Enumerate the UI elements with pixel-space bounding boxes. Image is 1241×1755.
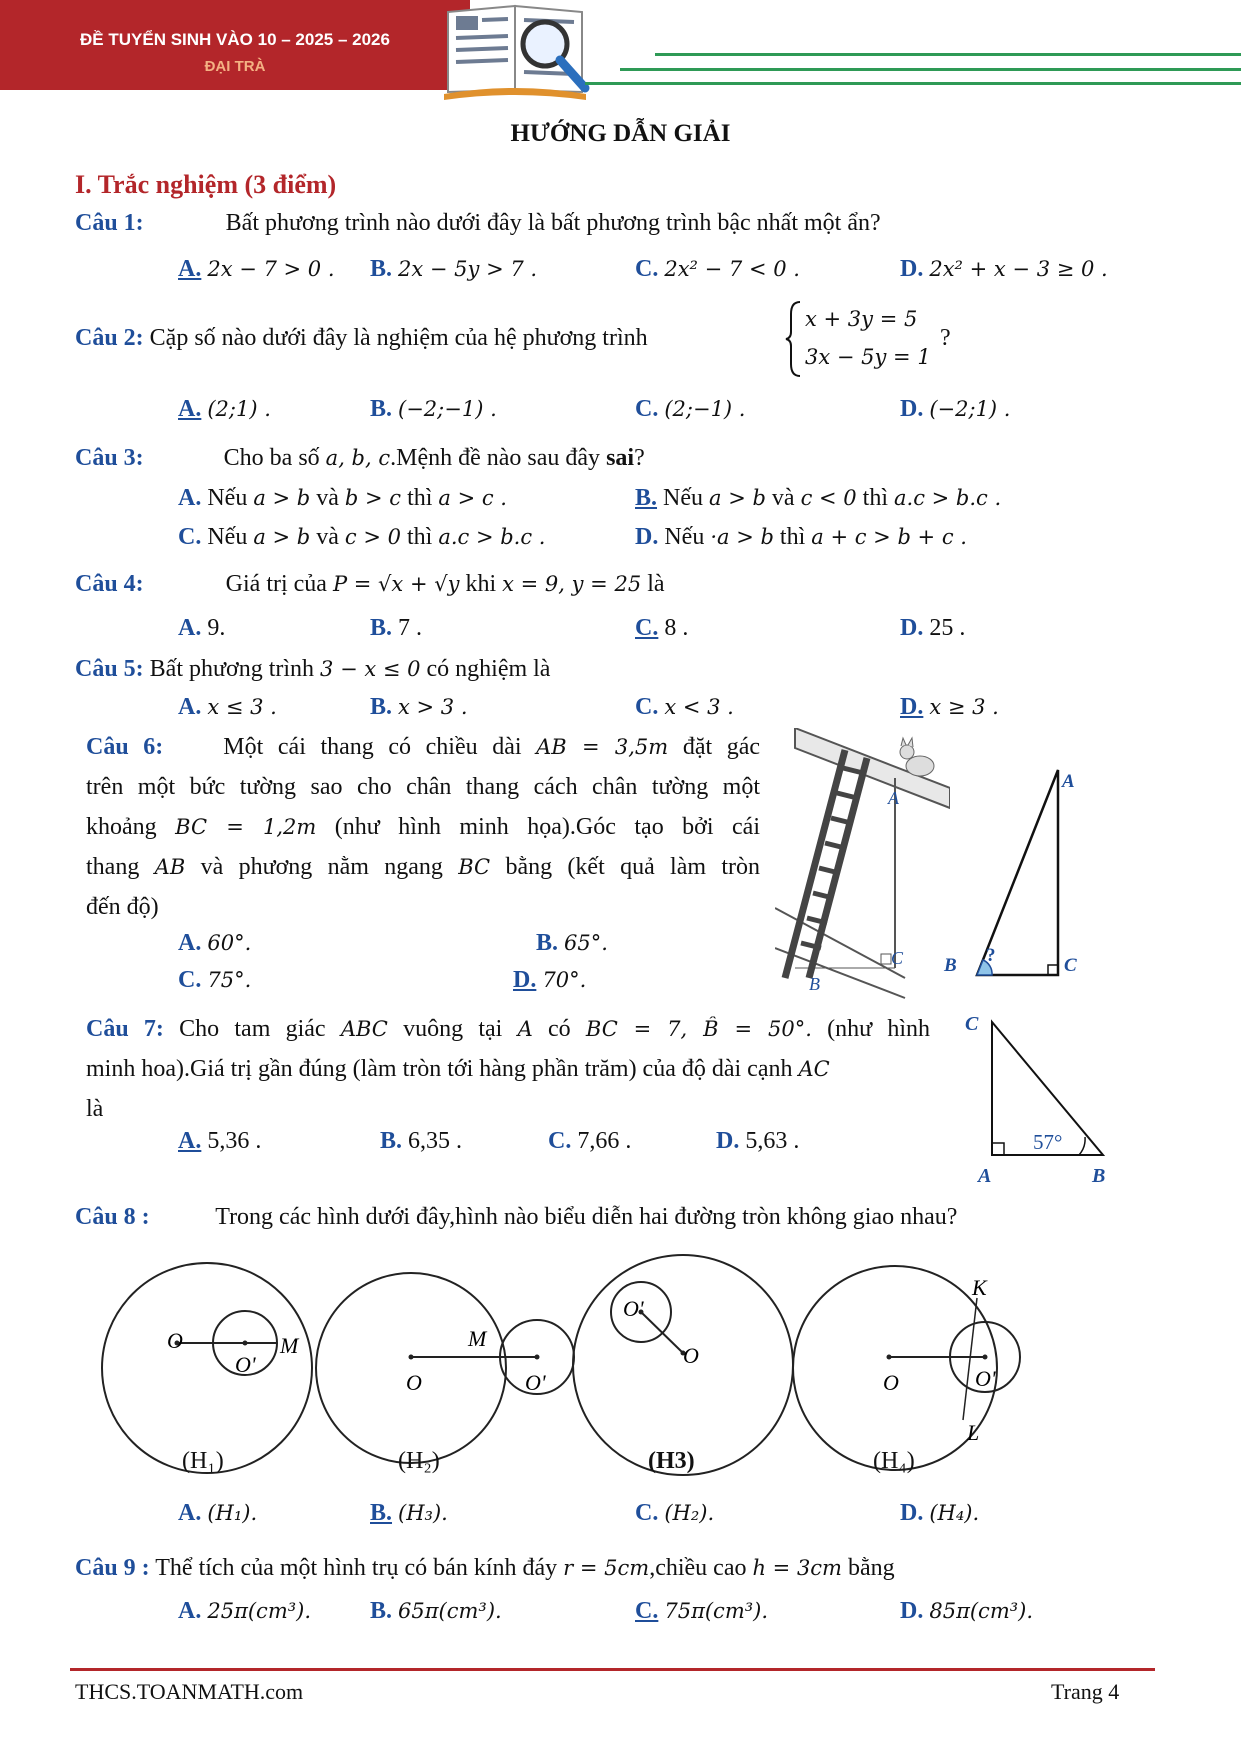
h1-label-o: O — [167, 1328, 183, 1353]
q8-option-b: B. (H₃). — [370, 1500, 448, 1526]
header-exam-type: ĐẠI TRÀ — [204, 58, 266, 75]
q8-option-c: C. (H₂). — [635, 1500, 715, 1526]
q7-option-c: C. 7,66 . — [548, 1128, 632, 1154]
q2-option-c: C. (2;−1) . — [635, 396, 746, 422]
figure-h4 — [793, 1266, 1020, 1470]
q8-option-a: A. (H₁). — [178, 1500, 258, 1526]
angle-b-arc — [1079, 1137, 1085, 1155]
q6-option-a: A. 60°. — [178, 930, 252, 956]
h2-label-m: M — [468, 1326, 487, 1351]
q7-stem: Câu 7: Cho tam giác ABC vuông tại A có BC = 7, B̂ = 50°. (như hình minh hoa).Giá trị gần đúng (làm tròn tới hàng phần trăm) của độ dài cạnh AC là — [86, 1016, 931, 1122]
h3-label-o: O — [683, 1343, 699, 1368]
q7-option-b: B. 6,35 . — [380, 1128, 463, 1154]
footer-rule — [70, 1668, 1155, 1671]
h4-label-op: O' — [975, 1366, 996, 1391]
figure-h2 — [316, 1273, 574, 1463]
q4-option-d: D. 25 . — [900, 615, 966, 641]
h4-label-l: L — [967, 1420, 980, 1445]
q1-option-b: B. 2x − 5y > 7 . — [370, 256, 538, 282]
header-exam-title: ĐỀ TUYỂN SINH VÀO 10 – 2025 – 2026 — [80, 30, 390, 49]
ladder-illustration — [775, 728, 950, 1000]
tri6-label-c: C — [1064, 955, 1077, 976]
q9-option-b: B. 65π(cm³). — [370, 1598, 502, 1624]
q9-option-d: D. 85π(cm³). — [900, 1598, 1034, 1624]
h1-label-op: O' — [235, 1352, 256, 1377]
q8-caption-h4: (H₄) — [873, 1448, 915, 1474]
q4-stem: Câu 4: Giá trị của P = √x + √y khi x = 9, y = 25 là — [75, 571, 665, 597]
q1-stem — [75, 208, 881, 238]
q2-stem: Câu 2: Cặp số nào dưới đây là nghiệm của hệ phương trình — [75, 325, 648, 351]
ladder-label-a: A — [888, 788, 899, 808]
figure-h1 — [102, 1263, 312, 1473]
h4-label-o: O — [883, 1370, 899, 1395]
q6-stem: Câu 6: Một cái thang có chiều dài AB = 3,5m đặt gác trên một bức tường sao cho chân thang cách chân tường một khoảng BC = 1,2m (như hình minh họa).Góc tạo bởi cái thang AB và phương nằm ngang BC bằng (kết quả làm tròn đến độ) — [86, 734, 761, 920]
q1-option-d: D. 2x² + x − 3 ≥ 0 . — [900, 256, 1108, 282]
h4-label-k: K — [972, 1275, 987, 1300]
footer-page-number: Trang 4 — [1051, 1679, 1120, 1704]
q1-option-c: C. 2x² − 7 < 0 . — [635, 256, 800, 282]
q1-option-a: A. 2x − 7 > 0 . — [178, 256, 335, 282]
q2-qmark: ? — [940, 325, 951, 351]
header-rule-top — [655, 53, 1241, 56]
q5-option-b: B. x > 3 . — [370, 694, 468, 720]
footer-site[interactable]: THCS.TOANMATH.com — [75, 1679, 304, 1704]
q7-option-d: D. 5,63 . — [716, 1128, 800, 1154]
q5-stem: Câu 5: Bất phương trình 3 − x ≤ 0 có nghiệm là — [75, 656, 551, 682]
q2-eq1: x + 3y = 5 — [805, 307, 918, 331]
tri6-label-b: B — [944, 955, 957, 976]
right-angle-mark — [1048, 965, 1058, 975]
q2-option-a: A. (2;1) . — [178, 396, 271, 422]
q5-option-c: C. x < 3 . — [635, 694, 734, 720]
h2-label-op: O' — [525, 1370, 546, 1395]
book-magnifier-icon — [440, 2, 600, 102]
tri6-unknown-angle: ? — [986, 945, 996, 966]
q3-option-c: C. Nếu a > b và c > 0 thì a.c > b.c . — [178, 524, 546, 550]
ladder-label-b: B — [809, 974, 820, 994]
header-rule-mid — [620, 68, 1241, 71]
q6-option-d: D. 70°. — [513, 967, 587, 993]
q8-option-d: D. (H₄). — [900, 1500, 980, 1526]
page-title: HƯỚNG DẪN GIẢI — [510, 120, 731, 147]
q1-label: Câu 1: — [75, 210, 144, 236]
q3-option-b: B. Nếu a > b và c < 0 thì a.c > b.c . — [635, 485, 1002, 511]
q6-option-c: C. 75°. — [178, 967, 252, 993]
q3-stem: Câu 3: Cho ba số a, b, c.Mệnh đề nào sau đây sai? — [75, 445, 645, 471]
tri7-angle-label: 57° — [1033, 1130, 1063, 1154]
q9-option-c: C. 75π(cm³). — [635, 1598, 769, 1624]
q2-option-d: D. (−2;1) . — [900, 396, 1011, 422]
q2-system-brace — [785, 300, 803, 378]
q4-option-a: A. 9. — [178, 615, 226, 641]
q2-eq2: 3x − 5y = 1 — [805, 345, 931, 369]
q2-system — [805, 300, 931, 376]
q5-option-d: D. x ≥ 3 . — [900, 694, 999, 720]
q3-option-d: D. Nếu ·a > b thì a + c > b + c . — [635, 524, 967, 550]
q9-option-a: A. 25π(cm³). — [178, 1598, 312, 1624]
h1-label-m: M — [280, 1333, 299, 1358]
q8-circles-figure — [95, 1250, 1165, 1485]
q5-option-a: A. x ≤ 3 . — [178, 694, 277, 720]
ladder-label-c: C — [891, 948, 904, 968]
section-heading: I. Trắc nghiệm (3 điểm) — [75, 170, 337, 199]
q7-triangle-figure — [955, 1010, 1120, 1190]
q6-option-b: B. 65°. — [536, 930, 608, 956]
h2-label-o: O — [406, 1370, 422, 1395]
q1-text: Bất phương trình nào dưới đây là bất phương trình bậc nhất một ẩn? — [225, 210, 881, 236]
tri6-label-a: A — [1062, 771, 1075, 792]
q8-stem: Câu 8 : Trong các hình dưới đây,hình nào biểu diễn hai đường tròn không giao nhau? — [75, 1204, 958, 1230]
q8-caption-h2: (H₂) — [398, 1448, 440, 1474]
tri7-label-c: C — [965, 1013, 979, 1035]
q4-option-c: C. 8 . — [635, 615, 689, 641]
q7-option-a: A. 5,36 . — [178, 1128, 262, 1154]
header-rule-bottom — [585, 82, 1241, 85]
q8-caption-h3: (H3) — [648, 1448, 695, 1474]
q3-option-a: A. Nếu a > b và b > c thì a > c . — [178, 485, 507, 511]
q2-option-b: B. (−2;−1) . — [370, 396, 497, 422]
right-angle-mark-7 — [992, 1143, 1004, 1155]
h3-label-op: O' — [623, 1296, 644, 1321]
q9-stem: Câu 9 : Thể tích của một hình trụ có bán kính đáy r = 5cm,chiều cao h = 3cm bằng — [75, 1555, 895, 1581]
tri7-label-b: B — [1092, 1165, 1106, 1187]
q8-caption-h1: (H₁) — [182, 1448, 224, 1474]
q4-option-b: B. 7 . — [370, 615, 423, 641]
figure-h3 — [573, 1255, 793, 1475]
q6-triangle-figure — [940, 765, 1090, 985]
tri7-label-a: A — [978, 1165, 992, 1187]
